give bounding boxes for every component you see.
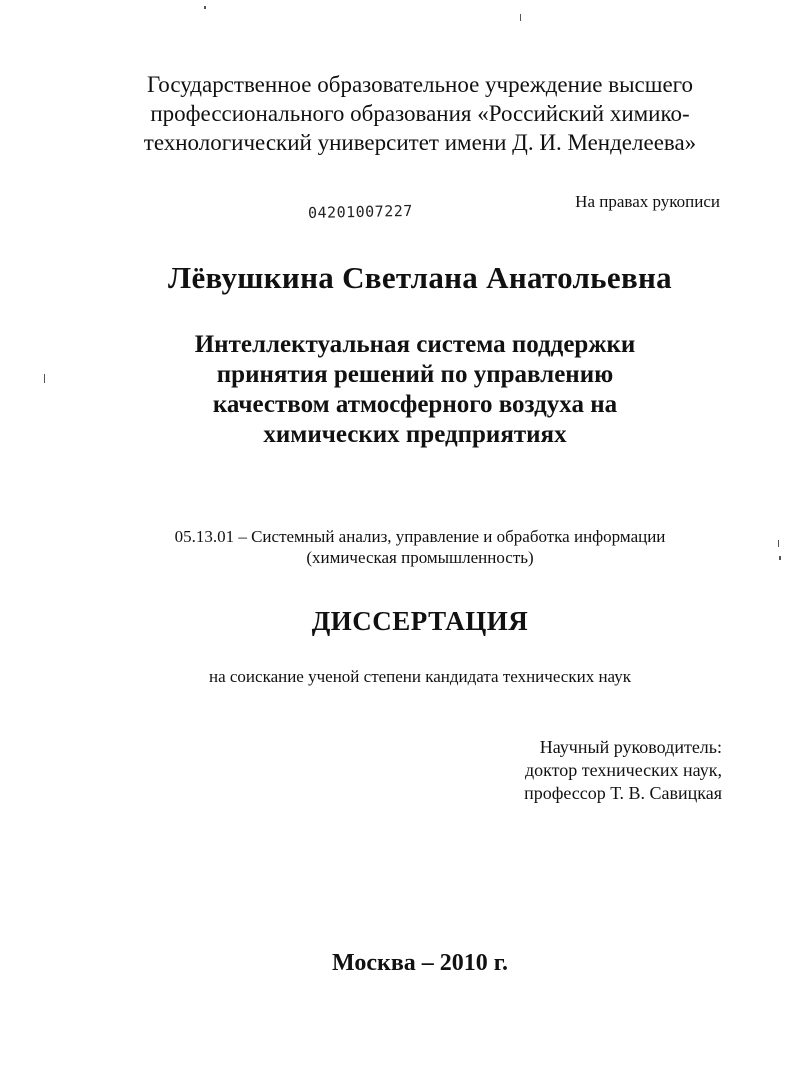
scan-speck <box>204 6 206 9</box>
scan-speck <box>778 540 779 547</box>
thesis-title-line-3: качеством атмосферного воздуха на <box>212 391 618 418</box>
thesis-title <box>60 330 770 450</box>
institution-name <box>100 70 740 157</box>
supervisor-line-3: профессор Т. В. Савицкая <box>524 783 722 803</box>
institution-line-1: Государственное образовательное учреждение высшего <box>146 72 694 97</box>
degree-statement: на соискание ученой степени кандидата технических наук <box>208 667 631 686</box>
scan-speck <box>44 374 45 383</box>
library-stamp-number: 04201007227 <box>307 201 414 222</box>
city-year: Москва – 2010 г. <box>332 950 508 976</box>
speciality-line-1: 05.13.01 – Системный анализ, управление и обработка информации <box>174 527 666 546</box>
supervisor-line-1: Научный руководитель: <box>539 737 722 757</box>
supervisor-line-2: доктор технических наук, <box>525 760 722 780</box>
institution-line-3: технологический университет имени Д. И. Менделеева» <box>143 130 697 155</box>
speciality-code <box>40 526 792 568</box>
document-type: ДИССЕРТАЦИЯ <box>311 606 529 636</box>
scan-speck <box>779 556 781 560</box>
institution-line-2: профессионального образования «Российский химико- <box>150 101 690 126</box>
speciality-line-2: (химическая промышленность) <box>306 548 534 567</box>
manuscript-note: На правах рукописи <box>575 192 720 211</box>
thesis-title-line-4: химических предприятиях <box>263 421 567 448</box>
author-name: Лёвушкина Светлана Анатольевна <box>168 260 672 295</box>
thesis-title-line-2: принятия решений по управлению <box>216 361 614 388</box>
thesis-title-line-1: Интеллектуальная система поддержки <box>194 331 636 358</box>
supervisor-block <box>470 736 722 805</box>
scan-speck <box>520 14 521 21</box>
